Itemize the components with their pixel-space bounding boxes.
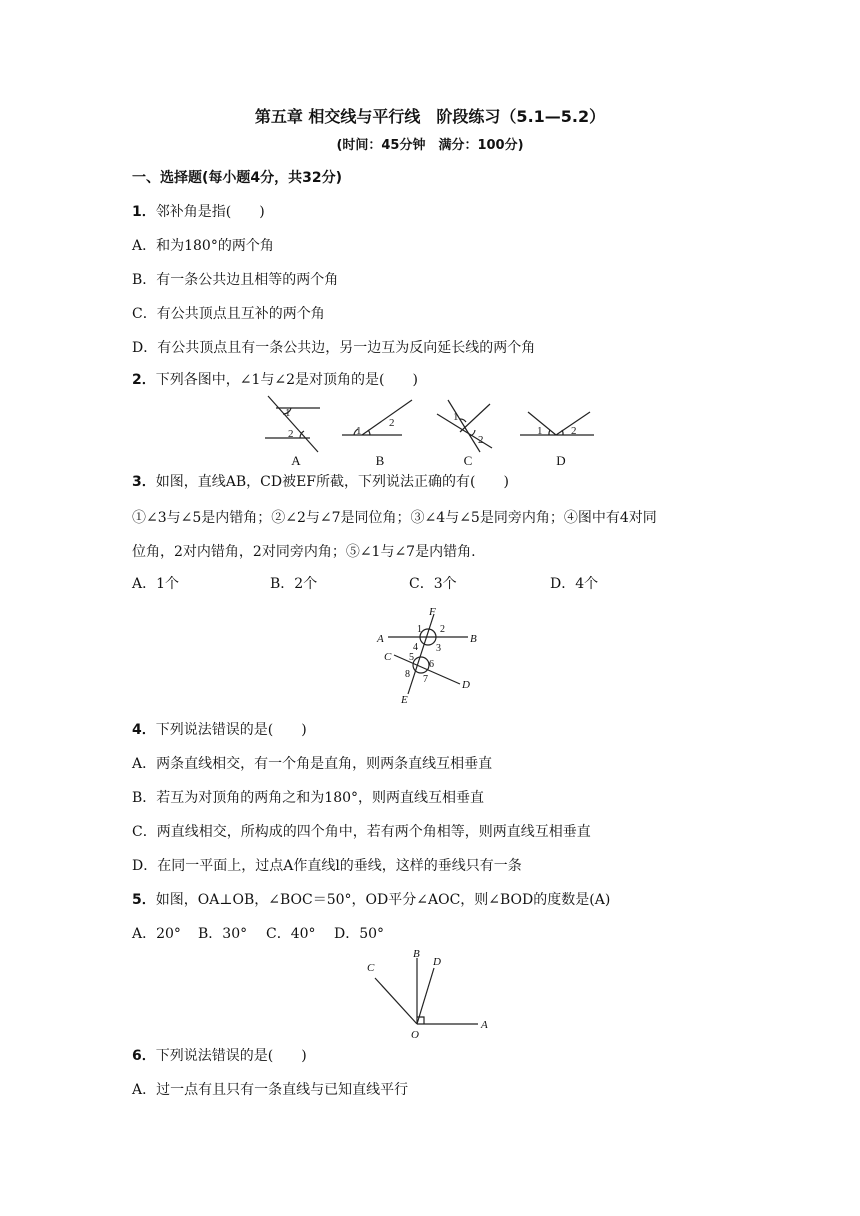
- question-1: [132, 202, 265, 222]
- q2a-angle-1: 1: [285, 407, 291, 419]
- q5-figure: [0, 944, 860, 1044]
- point-a: A: [377, 633, 384, 645]
- q6-option-a: A．过一点有且只有一条直线与已知直线平行: [132, 1082, 409, 1098]
- question-stem: 下列说法错误的是( ): [155, 722, 307, 738]
- question-6: [132, 1046, 307, 1066]
- q4-option-d: D．在同一平面上，过点A作直线l的垂线，这样的垂线只有一条: [132, 858, 522, 874]
- question-stem: 如图，直线AB，CD被EF所截，下列说法正确的有( ): [155, 474, 509, 490]
- question-5: [132, 890, 610, 910]
- q2b-line-slant: [362, 400, 412, 435]
- q2b-angle-1: 1: [356, 425, 362, 437]
- q5-option-a: A．20°: [132, 926, 181, 942]
- point-o: O: [411, 1029, 419, 1041]
- question-2: [132, 370, 418, 390]
- q4-option-b: B．若互为对顶角的两角之和为180°，则两直线互相垂直: [132, 790, 485, 806]
- q1-option-d: D．有公共顶点且有一条公共边，另一边互为反向延长线的两个角: [132, 340, 536, 356]
- q2d-arc-2: [562, 430, 563, 435]
- angle-2: 2: [440, 624, 445, 635]
- q2-figure-label-d: D: [556, 453, 566, 468]
- q3-statements-line-1: ①∠3与∠5是内错角；②∠2与∠7是同位角；③∠4与∠5是同旁内角；④图中有4对同: [132, 510, 657, 526]
- q2-figure-label-c: C: [463, 453, 473, 468]
- point-f: F: [429, 606, 436, 618]
- point-d: D: [462, 679, 470, 691]
- q2d-angle-2: 2: [571, 425, 577, 437]
- q2b-arc-2: [368, 430, 370, 435]
- q3-option-c: C．3个: [409, 576, 457, 592]
- question-4: [132, 720, 307, 740]
- ray-od: [417, 968, 434, 1024]
- question-3: [132, 472, 509, 492]
- q4-option-c: C．两直线相交，所构成的四个角中，若有两个角相等，则两直线互相垂直: [132, 824, 591, 840]
- angle-8: 8: [405, 669, 410, 680]
- page-subtitle: (时间：45分钟 满分：100分): [336, 138, 524, 153]
- point-b: B: [470, 633, 477, 645]
- q2-figure-label-b: B: [375, 453, 385, 468]
- q5-option-c: C．40°: [266, 926, 316, 942]
- angle-6: 6: [429, 659, 434, 670]
- page-title: 第五章 相交线与平行线 阶段练习（5.1—5.2）: [254, 107, 606, 126]
- q3-statements-line-2: 位角，2对内错角，2对同旁内角；⑤∠1与∠7是内错角.: [132, 544, 476, 560]
- question-stem: 邻补角是指( ): [155, 204, 265, 220]
- q2c-angle-1: 1: [453, 411, 459, 423]
- question-number: 5．: [132, 892, 156, 908]
- q3-option-d: D．4个: [550, 576, 599, 592]
- angle-7: 7: [423, 674, 428, 685]
- q2c-line-1: [437, 414, 492, 448]
- q2c-line-2: [448, 400, 480, 452]
- q2-figures: [0, 392, 860, 472]
- q5-option-d: D．50°: [334, 926, 385, 942]
- angle-1: 1: [417, 624, 422, 635]
- point-a: A: [481, 1019, 488, 1031]
- point-e: E: [401, 694, 408, 706]
- q1-option-b: B．有一条公共边且相等的两个角: [132, 272, 339, 288]
- q2a-transversal: [268, 396, 318, 452]
- q2d-angle-1: 1: [537, 425, 543, 437]
- q2d-arc-1: [549, 430, 550, 435]
- q1-option-a: A．和为180°的两个角: [132, 238, 274, 254]
- question-number: 2．: [132, 372, 156, 388]
- q2c-arc-2: [470, 430, 475, 436]
- q2c-line-3: [460, 404, 490, 432]
- angle-5: 5: [409, 652, 414, 663]
- question-number: 6．: [132, 1048, 156, 1064]
- angle-4: 4: [413, 642, 418, 653]
- point-c: C: [384, 651, 392, 663]
- point-d: D: [433, 956, 441, 968]
- point-c: C: [367, 962, 375, 974]
- q1-option-c: C．有公共顶点且互补的两个角: [132, 306, 325, 322]
- question-number: 4．: [132, 722, 156, 738]
- q4-option-a: A．两条直线相交，有一个角是直角，则两条直线互相垂直: [132, 756, 493, 772]
- section-heading: 一、选择题(每小题4分，共32分): [132, 170, 343, 186]
- point-b: B: [413, 948, 420, 960]
- q2-figure-label-a: A: [291, 453, 301, 468]
- angle-3: 3: [436, 643, 441, 654]
- ray-oc: [375, 978, 417, 1024]
- q3-option-a: A．1个: [132, 576, 180, 592]
- q2c-angle-2: 2: [478, 434, 484, 446]
- q2b-angle-2: 2: [389, 417, 395, 429]
- q3-figure: [0, 602, 860, 712]
- q5-option-b: B．30°: [198, 926, 248, 942]
- question-stem: 下列各图中，∠1与∠2是对顶角的是( ): [155, 372, 418, 388]
- question-stem: 如图，OA⊥OB，∠BOC＝50°，OD平分∠AOC，则∠BOD的度数是(A): [155, 892, 611, 908]
- q2a-angle-2: 2: [288, 428, 294, 440]
- question-number: 3．: [132, 474, 156, 490]
- q3-option-b: B．2个: [270, 576, 318, 592]
- question-stem: 下列说法错误的是( ): [155, 1048, 307, 1064]
- question-number: 1．: [132, 204, 156, 220]
